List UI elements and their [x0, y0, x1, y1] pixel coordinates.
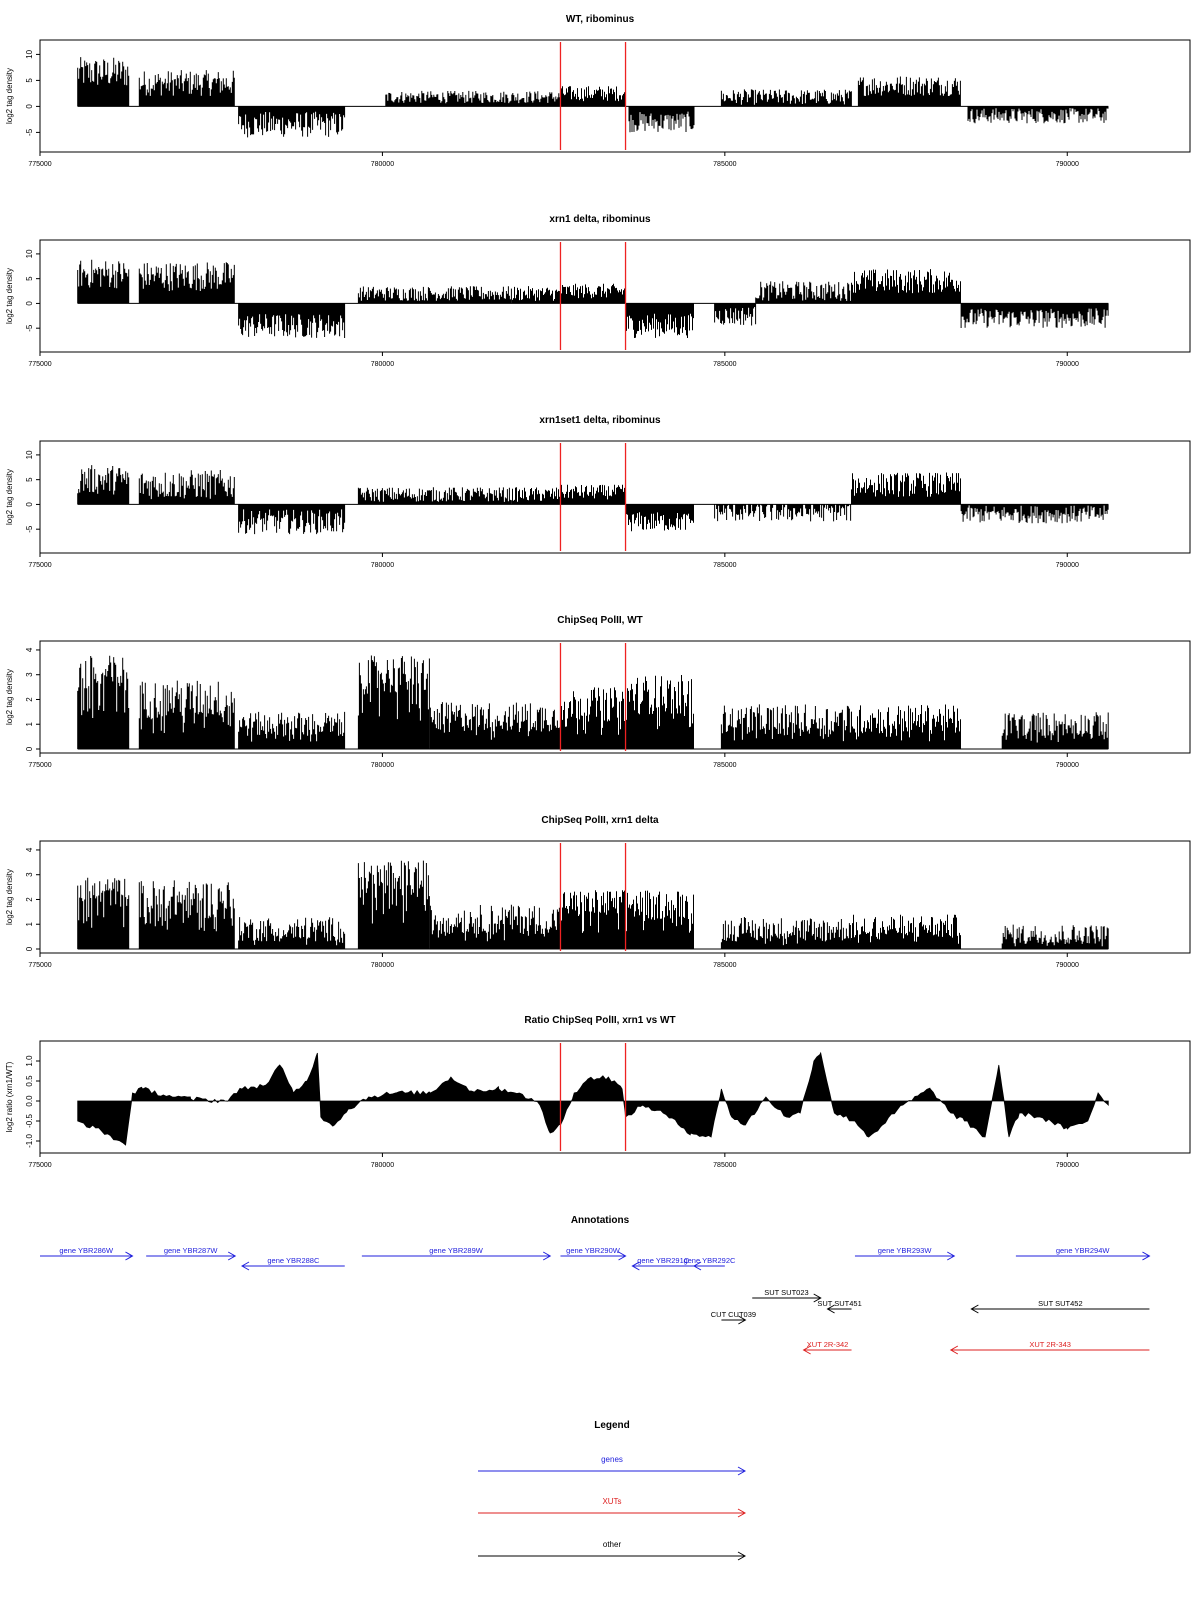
x-tick-label: 790000 [1055, 762, 1079, 769]
bar-series-segment-1 [78, 465, 129, 504]
bar-series-segment-7 [626, 891, 694, 949]
bar-series-segment-2 [139, 880, 234, 949]
y-tick-label: 10 [25, 249, 34, 259]
x-tick-label: 790000 [1055, 161, 1079, 168]
x-tick-label: 780000 [370, 562, 395, 569]
bar-series-segment-6 [561, 890, 626, 949]
x-tick-label: 785000 [713, 762, 737, 769]
chart-title: ChipSeq PolII, xrn1 delta [541, 815, 659, 826]
y-tick-label: 0 [25, 746, 34, 752]
data-bars [78, 656, 1109, 750]
bar-series-segment-7 [626, 675, 694, 749]
x-tick-label: 775000 [28, 361, 52, 368]
y-tick-label: 0 [25, 502, 34, 507]
bar-series-segment-6 [629, 106, 694, 132]
data-bars [78, 57, 1108, 137]
feature-label: gene YBR288C [267, 1256, 320, 1265]
legend-item-label: XUTs [602, 1497, 622, 1506]
annotation-feature [804, 1340, 852, 1354]
feature-label: XUT 2R-342 [806, 1340, 849, 1349]
bar-series-segment-2 [139, 70, 234, 106]
data-bars [78, 260, 1108, 338]
y-axis-label: log2 tag density [5, 267, 14, 325]
bar-series-segment-4 [358, 656, 429, 750]
annotation-feature [683, 1256, 736, 1270]
bar-series-segment-3 [239, 504, 345, 534]
feature-label: gene YBR290W [566, 1246, 620, 1255]
annotation-feature [711, 1310, 756, 1324]
y-tick-label: 5 [25, 477, 34, 482]
y-tick-label: 0 [25, 946, 34, 952]
bar-series-segment-5 [561, 86, 626, 106]
annotation-feature [971, 1299, 1149, 1313]
legend-item-label: other [602, 1540, 622, 1549]
chart-panel-5 [5, 815, 1190, 969]
bar-series-segment-8 [756, 281, 851, 303]
annotations-title: Annotations [570, 1215, 630, 1226]
y-tick-label: 10 [25, 49, 34, 59]
bar-series-segment-10 [1002, 712, 1108, 749]
y-axis-label: log2 tag density [5, 868, 14, 926]
legend-item [478, 1497, 745, 1517]
feature-label: CUT CUT039 [710, 1310, 757, 1319]
bar-series-segment-9 [961, 504, 1108, 523]
chart-panel-4 [5, 615, 1190, 769]
feature-label: gene YBR287W [163, 1246, 218, 1255]
annotation-feature [817, 1299, 861, 1313]
annotation-feature [752, 1288, 820, 1302]
bar-series-segment-9 [852, 705, 961, 750]
annotation-feature [855, 1246, 954, 1260]
feature-label: gene YBR286W [59, 1246, 114, 1255]
y-tick-label: 3 [25, 872, 34, 877]
ratio-area-series [78, 1053, 1109, 1145]
y-tick-label: -5 [25, 525, 34, 533]
data-bars [78, 861, 1109, 949]
bar-series-segment-8 [852, 473, 961, 505]
legend-panel [478, 1420, 745, 1560]
legend-item [478, 1455, 745, 1475]
y-tick-label: -5 [25, 324, 34, 332]
bar-series-segment-8 [858, 77, 960, 107]
annotation-feature [362, 1246, 550, 1260]
y-tick-label: 10 [25, 450, 34, 460]
x-tick-label: 775000 [28, 1162, 52, 1169]
x-tick-label: 785000 [713, 562, 737, 569]
bar-series-segment-1 [78, 656, 129, 749]
annotation-feature [242, 1256, 345, 1270]
feature-label: gene YBR292C [683, 1256, 736, 1265]
bar-series-segment-4 [358, 861, 429, 949]
annotation-feature [146, 1246, 235, 1260]
bar-series-segment-4 [358, 286, 560, 303]
x-tick-label: 785000 [713, 361, 737, 368]
x-tick-label: 785000 [713, 962, 737, 969]
chart-title: WT, ribominus [565, 14, 635, 25]
bar-series-segment-1 [78, 57, 129, 106]
x-tick-label: 790000 [1055, 361, 1079, 368]
bar-series-segment-2 [139, 470, 234, 504]
x-tick-label: 785000 [713, 1162, 737, 1169]
bar-series-segment-8 [721, 917, 851, 949]
bar-series-segment-9 [968, 106, 1108, 123]
bar-series-segment-1 [78, 878, 129, 949]
y-tick-label: -1.0 [25, 1134, 34, 1148]
bar-series-segment-3 [239, 106, 345, 137]
feature-label: SUT SUT452 [1038, 1299, 1083, 1308]
data-bars [78, 465, 1108, 534]
x-tick-label: 780000 [370, 762, 395, 769]
y-tick-label: -0.5 [25, 1114, 34, 1128]
x-tick-label: 790000 [1055, 562, 1079, 569]
y-tick-label: 1 [25, 722, 34, 727]
chart-panel-2 [5, 214, 1190, 368]
legend-title: Legend [594, 1420, 630, 1431]
y-tick-label: 1 [25, 922, 34, 927]
bar-series-segment-9 [852, 269, 961, 303]
bar-series-segment-7 [721, 89, 851, 106]
x-tick-label: 785000 [713, 161, 737, 168]
bar-series-segment-3 [239, 917, 345, 949]
y-tick-label: 1.0 [25, 1055, 34, 1067]
x-tick-label: 790000 [1055, 962, 1079, 969]
chart-panel-1 [5, 14, 1190, 168]
x-tick-label: 780000 [370, 361, 395, 368]
x-tick-label: 790000 [1055, 1162, 1079, 1169]
y-tick-label: 4 [25, 847, 34, 853]
bar-series-segment-10 [961, 303, 1108, 328]
bar-series-segment-6 [626, 303, 694, 338]
legend-item [478, 1540, 745, 1560]
feature-label: gene YBR289W [429, 1246, 483, 1255]
bar-series-segment-7 [715, 504, 851, 521]
y-tick-label: 0 [25, 104, 34, 109]
y-tick-label: 0 [25, 301, 34, 306]
feature-label: gene YBR291C [637, 1256, 690, 1265]
feature-label: gene YBR293W [877, 1246, 932, 1255]
legend-item-label: genes [601, 1455, 623, 1464]
bar-series-segment-6 [626, 504, 694, 531]
bar-series-segment-9 [852, 915, 961, 949]
feature-label: SUT SUT023 [764, 1288, 809, 1297]
bar-series-segment-7 [715, 303, 756, 325]
annotation-feature [951, 1340, 1150, 1354]
x-tick-label: 780000 [370, 962, 395, 969]
chart-panel-6 [5, 1015, 1190, 1169]
x-tick-label: 775000 [28, 962, 52, 969]
y-axis-label: log2 tag density [5, 468, 14, 526]
bar-series-segment-4 [386, 91, 560, 107]
bar-series-segment-5 [430, 702, 560, 749]
feature-label: XUT 2R-343 [1029, 1340, 1071, 1349]
y-tick-label: -5 [25, 128, 34, 136]
y-tick-label: 5 [25, 78, 34, 83]
bar-series-segment-4 [358, 487, 560, 504]
bar-series-segment-5 [561, 284, 626, 304]
chart-title: ChipSeq PolII, WT [557, 615, 643, 626]
bar-series-segment-3 [239, 303, 345, 338]
chart-title: xrn1 delta, ribominus [549, 214, 651, 225]
chart-panel-3 [5, 415, 1190, 569]
bar-series-segment-8 [721, 704, 851, 749]
chart-title: Ratio ChipSeq PolII, xrn1 vs WT [524, 1015, 676, 1026]
feature-label: SUT SUT451 [817, 1299, 862, 1308]
annotation-feature [40, 1246, 132, 1260]
y-tick-label: 0.5 [25, 1075, 34, 1087]
x-tick-label: 780000 [370, 161, 395, 168]
bar-series-segment-5 [430, 905, 560, 949]
x-tick-label: 775000 [28, 562, 52, 569]
y-tick-label: 2 [25, 897, 34, 902]
bar-series-segment-1 [78, 260, 129, 304]
x-tick-label: 780000 [370, 1162, 395, 1169]
bar-series-segment-10 [1002, 925, 1108, 949]
y-tick-label: 3 [25, 672, 34, 677]
y-tick-label: 0.0 [25, 1095, 34, 1107]
y-axis-label: log2 ratio (xrn1/WT) [5, 1061, 14, 1133]
bar-series-segment-5 [561, 485, 626, 505]
bar-series-segment-3 [239, 712, 345, 749]
y-tick-label: 5 [25, 276, 34, 281]
y-axis-label: log2 tag density [5, 67, 14, 125]
annotations-panel [40, 1215, 1149, 1354]
x-tick-label: 775000 [28, 762, 52, 769]
y-axis-label: log2 tag density [5, 668, 14, 726]
y-tick-label: 4 [25, 647, 34, 653]
annotation-feature [1016, 1246, 1150, 1260]
y-tick-label: 2 [25, 697, 34, 702]
feature-label: gene YBR294W [1055, 1246, 1110, 1255]
annotation-feature [560, 1246, 625, 1260]
bar-series-segment-6 [561, 687, 626, 749]
bar-series-segment-2 [139, 681, 234, 749]
chart-title: xrn1set1 delta, ribominus [539, 415, 661, 426]
bar-series-segment-2 [139, 262, 234, 303]
x-tick-label: 775000 [28, 161, 52, 168]
